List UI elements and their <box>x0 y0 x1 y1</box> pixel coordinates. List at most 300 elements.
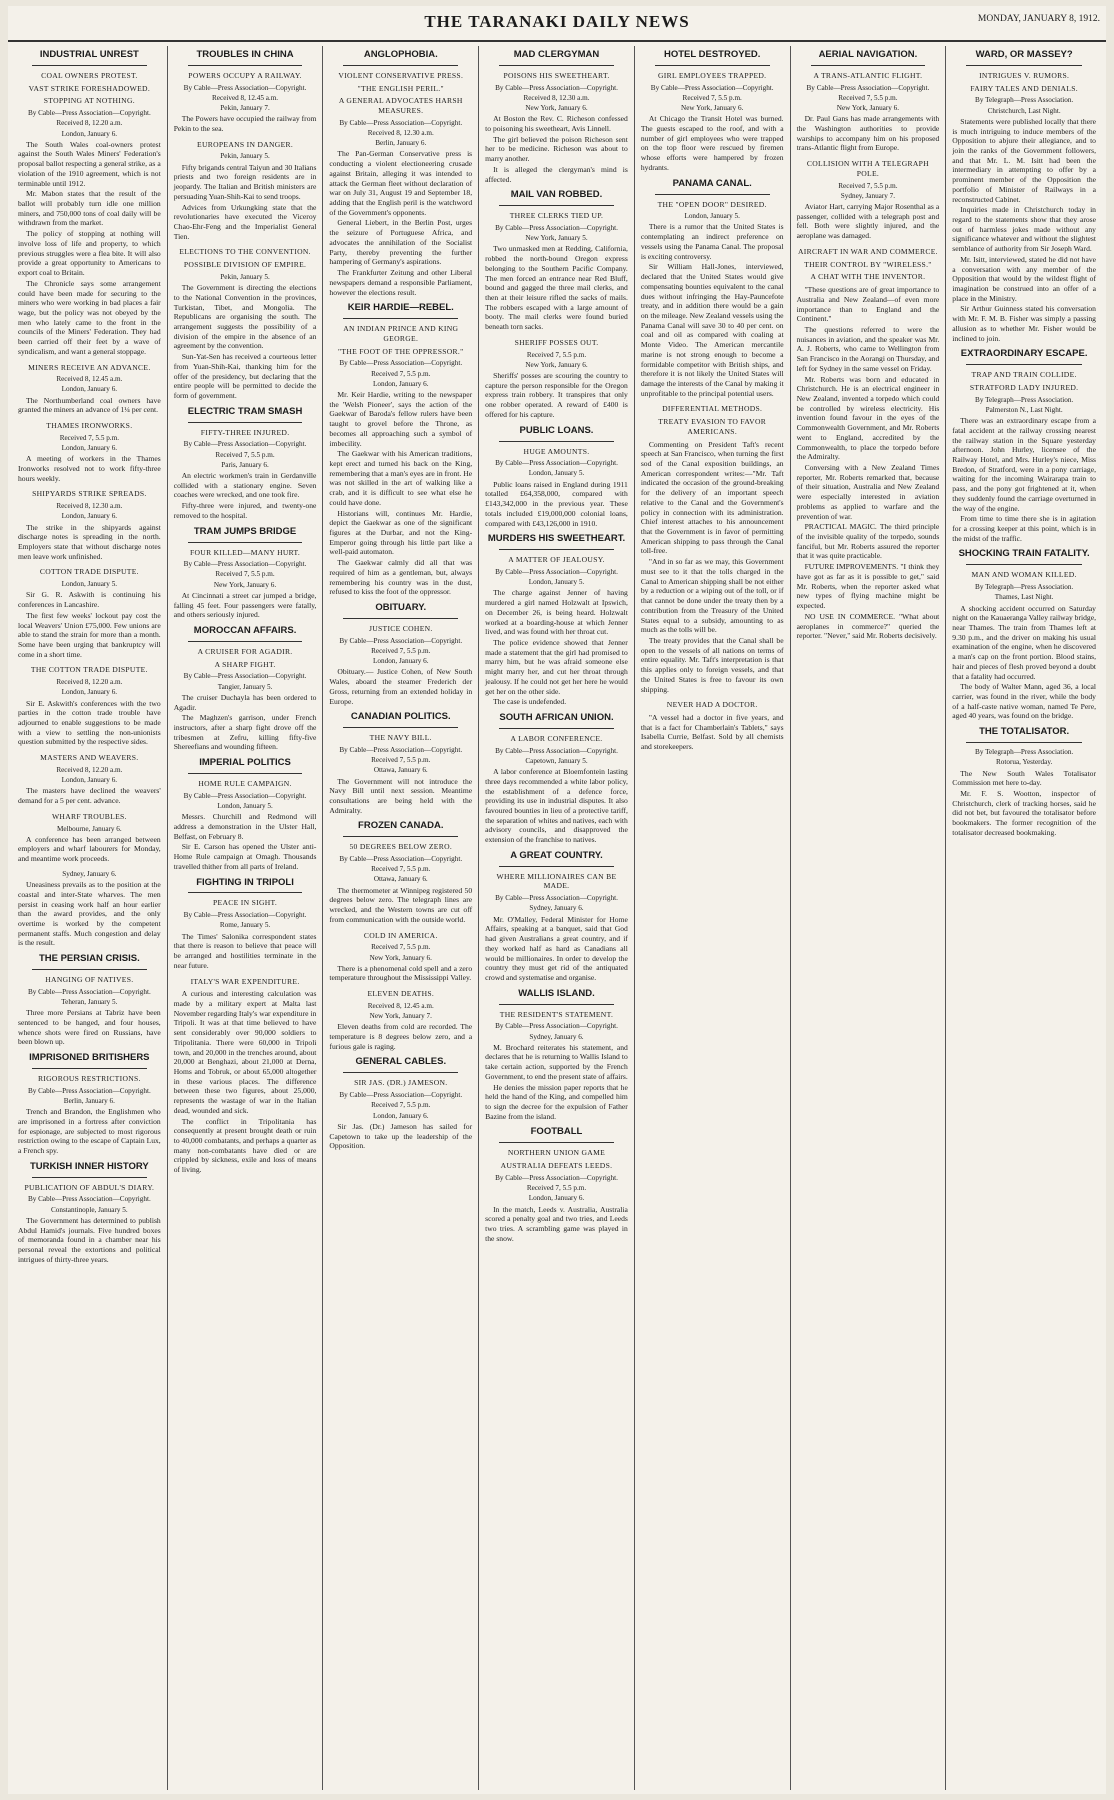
article-subheading: COLD IN AMERICA. <box>363 930 438 940</box>
article-paragraph: Fifty-three were injured, and twenty-one removed to the hospital. <box>173 501 317 520</box>
article-subheading: TREATY EVASION TO FAVOR AMERICANS. <box>658 417 767 436</box>
article-subheading: THE NAVY BILL. <box>369 733 432 743</box>
article-headline: TURKISH INNER HISTORY <box>29 1160 149 1172</box>
article-headline: AERIAL NAVIGATION. <box>818 49 918 60</box>
article-paragraph: NO USE IN COMMERCE. "What about aeroplanes in commerce?" queried the reporter. "Never," said Mr. Roberts decisively. <box>796 611 940 641</box>
article-headline: KEIR HARDIE—REBEL. <box>347 302 454 314</box>
article-headline: ELECTRIC TRAM SMASH <box>187 405 303 417</box>
article <box>174 878 317 971</box>
article-dateline: By Cable—Press Association—Copyright. <box>183 672 307 681</box>
article-paragraph: There is a rumor that the United States is contemplating an indirect preference on vessels using the Panama Canal. The proposal is exciting controversy. <box>640 222 784 261</box>
divider-rule <box>32 1068 147 1069</box>
article <box>174 626 317 752</box>
article-dateline: Received 8, 12.20 a.m. <box>56 765 123 774</box>
article-paragraph: Sir Arthur Guinness stated his conversation with Mr. F. M. B. Fisher was simply a passing allusion as to whether Mr. Fisher would be inclined to join. <box>952 304 1096 343</box>
article-subheading: A CHAT WITH THE INVENTOR. <box>810 272 926 282</box>
article-dateline: New York, January 6. <box>369 953 432 962</box>
article-paragraph: A shocking accident occurred on Saturday night on the Kauaeranga Valley railway bridge, near Thames. The train from Thames left at 9.30 p.m., and the driver on making his usual examination of the engine, when he discovered a man's cap on the front portion. Blood stains, hair and pieces of flesh proved beyond a doubt that a fatality had occurred. <box>952 603 1096 681</box>
article-dateline: Received 7, 5.5 p.m. <box>59 433 119 442</box>
article-dateline: London, January 5. <box>684 212 740 221</box>
article-dateline: London, January 6. <box>373 657 429 666</box>
article-paragraph: Obituary.— Justice Cohen, of New South Wales, aboard the steamer Frederich der Gross, returning from an extended holiday in Europe. <box>329 667 473 706</box>
article-paragraph: The charge against Jenner of having murdered a girl named Holzwalt at Ipswich, on December 26, is being heard. Holzwalt worked at a boarding-house at which Jenner lived, and was found with her throat cut. <box>485 588 628 637</box>
article-headline: THE PERSIAN CRISIS. <box>38 953 140 965</box>
article-subheading: A CRUISER FOR AGADIR. <box>197 646 293 656</box>
article <box>952 549 1096 721</box>
article-dateline: Received 8, 12.45 a.m. <box>56 375 123 384</box>
article <box>952 349 1096 543</box>
article-paragraph: There is a phenomenal cold spell and a zero temperature throughout the Mississippi Valley. <box>329 963 473 983</box>
article-paragraph: Uneasiness prevails as to the position at the coastal and inter-State wharves. The men persist in ceasing work half an hour earlier than the award provides, and the only overtime is worked by the competent permanent staffs. Much congestion and delay is the result. <box>18 880 161 948</box>
article-paragraph: Advices from Urkungking state that the revolutionaries have executed the Viceroy Chao-Ehr-Feng and the Imperialist General Tien. <box>173 202 317 241</box>
article-dateline: Pekin, January 5. <box>220 152 270 161</box>
article-paragraph: The Maghzen's garrison, under French instructors, after a sharp fight drove off the tribesmen at Zefru, killing fifty-five Shereefians and wounding fifteen. <box>173 713 317 752</box>
article-paragraph: Sir Jas. (Dr.) Jameson has sailed for Capetown to take up the leadership of the Opposition. <box>329 1121 473 1151</box>
article-subheading: COAL OWNERS PROTEST. <box>41 70 138 80</box>
article-paragraph: The South Wales coal-owners protest against the South Wales Miners' Federation's proposal ballot respecting a general strike, as a violation of the 1910 agreement, which is not terminable until 1912. <box>18 139 161 188</box>
article-headline: IMPERIAL POLITICS <box>199 757 291 769</box>
article-paragraph: Messrs. Churchill and Redmond will address a demonstration in the Ulster Hall, Belfast, on February 8. <box>173 812 317 841</box>
article-dateline: Received 7, 5.5 p.m. <box>838 93 898 102</box>
article-dateline: Received 7, 5.5 p.m. <box>526 350 587 359</box>
divider-rule <box>188 542 303 543</box>
article-subheading: FAIRY TALES AND DENIALS. <box>970 83 1078 93</box>
article-dateline: Constantinople, January 5. <box>51 1205 128 1214</box>
article-subheading: THREE CLERKS TIED UP. <box>509 211 604 221</box>
article-paragraph: Trench and Brandon, the Englishmen who are imprisoned in a fortress after conviction for espionage, are subjected to most rigorous restriction owing to the escape of Captain Lux, a French spy. <box>18 1107 161 1156</box>
article <box>174 140 317 242</box>
article-dateline: By Cable—Press Association—Copyright. <box>495 567 618 576</box>
article-subheading: FOUR KILLED—MANY HURT. <box>189 547 301 557</box>
article-headline: GENERAL CABLES. <box>355 1056 447 1068</box>
article-dateline: London, January 6. <box>373 379 429 388</box>
article-paragraph: The cruiser Duchayla has been ordered to Agadir. <box>173 692 317 712</box>
article-subheading: A LABOR CONFERENCE. <box>510 733 603 743</box>
article-subheading: EUROPEANS IN DANGER. <box>197 139 294 149</box>
article-paragraph: FUTURE IMPROVEMENTS. "I think they have got as far as it is possible to get," said Mr. Roberts, when the reporter asked what new types of flying machine might be expected. <box>796 562 940 611</box>
article-dateline: Received 7, 5.5 p.m. <box>682 93 742 102</box>
article-dateline: Received 7, 5.5 p.m. <box>526 1184 587 1193</box>
masthead <box>8 6 1106 42</box>
article-dateline: New York, January 5. <box>525 234 588 243</box>
article-subheading: HUGE AMOUNTS. <box>523 446 590 456</box>
article-dateline: Rome, January 5. <box>219 921 271 930</box>
article-dateline: New York, January 6. <box>681 104 744 113</box>
article-headline: PANAMA CANAL. <box>672 177 752 189</box>
article-paragraph: The Pan-German Conservative press is conducting a violent electioneering crusade against Britain, alleging it was intended to attack the German fleet without declaration of war on July 31, August 19 and September 18, adding that the English peril is the watchword of the Government's opponents. <box>329 149 473 217</box>
article-dateline: Sydney, January 6. <box>529 1032 584 1041</box>
article-subheading: THEIR CONTROL BY "WIRELESS." <box>804 259 932 269</box>
article-dateline: Rotorua, Yesterday. <box>996 758 1053 767</box>
article-headline: THE TOTALISATOR. <box>979 726 1070 738</box>
article-paragraph: The strike in the shipyards against discharge notes is spreading in the north. Employers state that without discharge notes men leave work unfinished. <box>18 522 161 561</box>
column-1 <box>12 46 168 1790</box>
article-dateline: Received 7, 5.5 p.m. <box>371 943 431 952</box>
article <box>641 179 784 399</box>
article-subheading: A MATTER OF JEALOUSY. <box>508 555 605 565</box>
divider-rule <box>499 205 614 206</box>
article <box>485 713 628 845</box>
article-dateline: London, January 5. <box>528 469 585 478</box>
article-dateline: London, January 6. <box>61 688 118 697</box>
article-dateline: By Cable—Press Association—Copyright. <box>650 83 774 92</box>
article-subheading: A TRANS-ATLANTIC FLIGHT. <box>813 70 923 80</box>
article-headline: EXTRAORDINARY ESCAPE. <box>960 348 1088 360</box>
article-dateline: Received 8, 12.45 a.m. <box>212 93 279 102</box>
article <box>641 700 784 752</box>
article-dateline: By Cable—Press Association—Copyright. <box>339 855 463 864</box>
article-paragraph: Mr. F. S. Wootton, inspector of Christchurch, clerk of tracking horses, said he did not bet, but favoured the totalisator before bookmakers. The former recognition of the totalisator decreased bookmaking. <box>952 788 1096 837</box>
article-dateline: Received 7, 5.5 p.m. <box>215 570 275 579</box>
article-headline: FROZEN CANADA. <box>358 820 444 832</box>
article-paragraph: The Frankfurter Zeitung and other Liberal newspapers demand a responsible Parliament, however the elections result. <box>329 268 473 297</box>
article-dateline: By Cable—Press Association—Copyright. <box>339 359 463 368</box>
article-headline: OBITUARY. <box>375 602 427 614</box>
issue-date: MONDAY, JANUARY 8, 1912. <box>977 14 1100 24</box>
article-subheading: STRATFORD LADY INJURED. <box>969 382 1079 392</box>
article-dateline: Received 7, 5.5 p.m. <box>371 865 431 874</box>
article-paragraph: "And in so far as we may, this Government must see to it that the tolls charged in the Canal to American shipping shall be not either by a reduction or a wiping out of the toll, or if that cannot be done under the treaty then by a contribution from the Treasury of the United States equal to a subsidy, amounting to as much as the tolls will be. <box>640 557 784 635</box>
article-headline: CANADIAN POLITICS. <box>350 711 451 723</box>
article-dateline: By Cable—Press Association—Copyright. <box>495 1173 618 1182</box>
article-dateline: London, January 6. <box>61 512 118 521</box>
article-paragraph: The masters have declined the weavers' demand for a 5 per cent. advance. <box>18 786 161 806</box>
article-paragraph: Mr. Isitt, interviewed, stated he did not have a conversation with any member of the Opposition that would by the wildest flight of imagination be construed into an offer of a place in the Ministry. <box>952 254 1096 303</box>
article-paragraph: The Powers have occupied the railway from Pekin to the sea. <box>173 114 317 134</box>
article-dateline: By Cable—Press Association—Copyright. <box>27 1086 151 1095</box>
article-dateline: By Telegraph—Press Association. <box>975 583 1074 592</box>
article <box>18 1162 161 1265</box>
article-dateline: By Cable—Press Association—Copyright. <box>495 223 618 232</box>
article-paragraph: Sir G. R. Askwith is continuing his conferences in Lancashire. <box>18 590 161 610</box>
article-dateline: By Cable—Press Association—Copyright. <box>183 83 307 92</box>
article-subheading: ELEVEN DEATHS. <box>367 989 435 999</box>
article <box>18 812 161 864</box>
article-dateline: New York, January 6. <box>525 104 588 113</box>
column-6 <box>791 46 947 1790</box>
article-subheading: HANGING OF NATIVES. <box>45 975 134 985</box>
article-paragraph: Aviator Hart, carrying Major Rosenthal as a passenger, collided with a telegraph post and fell. Both were slightly injured, and the aeroplane was damaged. <box>796 202 940 241</box>
article-subheading: STOPPING AT NOTHING. <box>43 96 135 106</box>
divider-rule <box>499 1142 614 1143</box>
article-subheading: COTTON TRADE DISPUTE. <box>39 567 139 577</box>
article-paragraph: The thermometer at Winnipeg registered 50 degrees below zero. The telegraph lines are wrecked, and the Western towns are cut off from communication with the outside world. <box>329 885 473 924</box>
article-paragraph: He denies the mission paper reports that he held the hand of the King, and compelled him to sign the decree for the expulsion of Father Bazine from the island. <box>485 1082 628 1121</box>
article-headline: MURDERS HIS SWEETHEART. <box>487 533 626 545</box>
article-headline: IMPRISONED BRITISHERS <box>29 1052 150 1064</box>
article-dateline: Received 8, 12.20 a.m. <box>56 678 123 687</box>
article-subheading: PEACE IN SIGHT. <box>213 898 278 908</box>
divider-rule <box>32 1177 147 1178</box>
article-dateline: Received 7, 5.5 p.m. <box>371 369 431 378</box>
article-dateline: By Telegraph—Press Association. <box>975 748 1074 757</box>
article-paragraph: At Chicago the Transit Hotel was burned. The guests escaped to the roof, and with a number of girl employees who were trapped on the top floor were rescued by firemen whose efforts were hampered by frozen hydrants. <box>640 114 784 172</box>
article-dateline: Received 8, 12.30 a.m. <box>367 129 434 138</box>
article <box>18 421 161 483</box>
article-subheading: POWERS OCCUPY A RAILWAY. <box>188 70 302 80</box>
article-paragraph: The Government is directing the elections to the National Convention in the provinces, Turkistan, Tibet, and Mongolia. The Republicans are organising the south. The arrangement suggests the possibility of a division of the empire in the absence of an agreement by the convention. <box>173 283 317 351</box>
article <box>18 665 161 747</box>
article-paragraph: A curious and interesting calculation was made by a military expert at Malta last November regarding Italy's war expenditure in Tripoli. It was at that time believed to have sent considerably over 90,000 soldiers to Tripolitania. There were 60,000 in Tripoli town, and 20,000 in the trenches around, about 20,000 at Benghazi, about 21,000 at Derna, Homs and Tobruk, or about 65,000 altogether in these various places. The difference between these two figures, about 25,000, represents the wastage of war in the Italian dead, wounded and sick. <box>173 989 317 1115</box>
article <box>18 50 161 357</box>
article <box>641 50 784 173</box>
article-dateline: Received 7, 5.5 p.m. <box>371 1101 431 1110</box>
article-dateline: By Cable—Press Association—Copyright. <box>495 894 618 903</box>
article-subheading: HOME RULE CAMPAIGN. <box>198 779 292 789</box>
article <box>329 1057 472 1150</box>
article-dateline: Sydney, January 6. <box>62 869 117 878</box>
newspaper-title: THE TARANAKI DAILY NEWS <box>424 12 690 31</box>
article-headline: TRAM JUMPS BRIDGE <box>193 525 297 537</box>
article-subheading: JUSTICE COHEN. <box>368 623 433 633</box>
article-subheading: NORTHERN UNION GAME <box>507 1148 606 1158</box>
article-dateline: By Cable—Press Association—Copyright. <box>183 911 307 920</box>
article-dateline: By Cable—Press Association—Copyright. <box>183 440 307 449</box>
newspaper-page <box>8 6 1106 1794</box>
article-dateline: By Cable—Press Association—Copyright. <box>27 109 151 118</box>
article <box>485 426 628 529</box>
article-paragraph: Sir E. Askwith's conferences with the two parties in the cotton trade trouble have adjourned to enable suggestions to be made with a view to settling the non-unionists question submitted by the respective sides. <box>18 698 161 747</box>
divider-rule <box>499 441 614 442</box>
article-dateline: By Cable—Press Association—Copyright. <box>495 459 618 468</box>
article-subheading: FIFTY-THREE INJURED. <box>200 427 290 437</box>
article-paragraph: From time to time there she is in agitation for a crossing keeper at this point, which is in the midst of the traffic. <box>952 514 1096 543</box>
article-headline: MOROCCAN AFFAIRS. <box>193 625 297 637</box>
article <box>174 50 317 134</box>
article-paragraph: It is alleged the clergyman's mind is affected. <box>485 164 628 184</box>
article-dateline: By Cable—Press Association—Copyright. <box>495 83 618 92</box>
article-paragraph: Mr. Mabon states that the result of the ballot will probably turn idle one million miners, and 750,000 tons of coal daily will be withdrawn from the market. <box>18 189 161 228</box>
divider-rule <box>499 728 614 729</box>
article-paragraph: The body of Walter Mann, aged 36, a local carrier, was found in the river, while the body of a half-caste native woman, named Te Pere, aged 40 years, was found on the bridge. <box>952 682 1096 721</box>
article-subheading: DIFFERENTIAL METHODS. <box>662 404 763 414</box>
article-dateline: Tangier, January 5. <box>217 682 273 691</box>
article-paragraph: Two unmasked men at Redding, California, robbed the north-bound Oregon express belonging to the Southern Pacific Company. The men forced an entrance near Red Bluff, bound and gagged the three mail clerks, and then at their leisure rifled the sacks of mails. The robbers escaped with a large amount of booty. The mail clerks were found buried beneath torn sacks. <box>485 244 628 332</box>
article-headline: WARD, OR MASSEY? <box>975 49 1073 60</box>
divider-rule <box>32 969 147 970</box>
article-subheading: INTRIGUES V. RUMORS. <box>979 70 1070 80</box>
article-subheading: VIOLENT CONSERVATIVE PRESS. <box>338 70 464 80</box>
article <box>797 159 940 241</box>
article-headline: SHOCKING TRAIN FATALITY. <box>958 548 1090 560</box>
divider-rule <box>188 65 303 66</box>
article <box>174 527 317 620</box>
article-paragraph: The Northumberland coal owners have granted the miners an advance of 1¼ per cent. <box>18 395 161 415</box>
divider-rule <box>499 1004 614 1005</box>
article-paragraph: Commenting on President Taft's recent speech at San Francisco, when turning the first sod of the Canal exposition buildings, an American correspondent writes:—"Mr. Taft indicated the occasion of the ground-breaking for the delivery of an important speech relative to the Canal and the Government's policy in connection with its administration. Chief interest attaches to his announcement that the Government is in favor of permitting American shipping to pass through the Canal toll-free. <box>640 439 784 556</box>
article-paragraph: Conversing with a New Zealand Times reporter, Mr. Roberts remarked that, because of their situation, Australia and New Zealand were especially interested in aviation problems as applied to warfare and the prevention of war. <box>796 463 940 521</box>
divider-rule <box>188 892 303 893</box>
divider-rule <box>343 618 458 619</box>
article <box>18 954 161 1047</box>
divider-rule <box>343 65 458 66</box>
article <box>485 50 628 184</box>
article <box>329 712 472 815</box>
article-headline: MAIL VAN ROBBED. <box>510 189 603 201</box>
article <box>329 603 472 706</box>
article-subheading: TRAP AND TRAIN COLLIDE. <box>971 370 1077 380</box>
article-paragraph: Mr. Roberts was born and educated in Christchurch. He is an electrical engineer in New Zealand, invented a torpedo which could be controlled by wireless electricity. His invention found favour in the eyes of the Commonwealth Government, and Mr. Roberts went to England, accredited by the Commonwealth, to place the torpedo before the Admiralty. <box>796 374 940 462</box>
article-paragraph: Fifty brigands central Taiyun and 30 Italians priests and two foreign residents are in jeopardy. The Italian and British ministers are persuading Yuan-Shih-Kai to send troops. <box>173 162 317 201</box>
article-paragraph: There was an extraordinary escape from a fatal accident at the railway crossing nearest the railway station in the Square yesterday afternoon. John Hurley, licensee of the Railway Hotel, and Mrs. Hurley's niece, Miss Bredon, of Stratford, were in a pony carriage, waiting for the incoming Wairarapa train to pass, and the pony got frightened at it, when they suddenly found the carriage overturned in the way of the engine. <box>952 416 1096 513</box>
article-headline: WALLIS ISLAND. <box>518 987 595 999</box>
article-dateline: Received 7, 5.5 p.m. <box>371 756 431 765</box>
article-paragraph: A labor conference at Bloemfontein lasting three days recommended a white labor policy, the establishment of a defence force, providing its use in industrial disputes. It also favoured bounties in lieu of a protective tariff, the separation of whites and natives, each with advisory councils, and disapproved the extension of the franchise to natives. <box>485 767 628 845</box>
article-paragraph: The New South Wales Totalisator Commission met here to-day. <box>952 768 1096 788</box>
article-headline: HOTEL DESTROYED. <box>663 49 761 60</box>
article-dateline: By Cable—Press Association—Copyright. <box>495 1022 618 1031</box>
column-5 <box>635 46 791 1790</box>
article-paragraph: M. Brochard reiterates his statement, and declares that he is returning to Wallis Island to take certain action, supported by the French Government, to end the present state of affairs. <box>485 1042 628 1081</box>
article-dateline: Received 7, 5.5 p.m. <box>838 181 898 190</box>
article <box>18 567 161 659</box>
divider-rule <box>966 564 1082 565</box>
article-headline: FOOTBALL <box>530 1126 583 1138</box>
article-subheading: POISONS HIS SWEETHEART. <box>503 70 610 80</box>
article-paragraph: Dr. Paul Gans has made arrangements with the Washington authorities to provide warships to accompany him on his proposed trans-Atlantic flight from Europe. <box>796 114 940 153</box>
article-paragraph: Sun-Yat-Sen has received a courteous letter from Yuan-Shih-Kai, thanking him for the offer of the presidency, but declaring that the entire people will be permitted to decide the form of government. <box>173 352 317 400</box>
article-subheading: NEVER HAD A DOCTOR. <box>666 700 758 710</box>
article-paragraph: The Government has determined to publish Abdul Hamid's journals. Five hundred boxes of memoranda found in a chamber near his personal reveal the extortions and political intrigues of thirty-three years. <box>18 1215 161 1264</box>
article-subheading: SHERIFF POSSES OUT. <box>514 337 599 347</box>
article-paragraph: Statements were published locally that there is much intriguing to induce members of the Opposition to abjure their allegiance, and to join the ranks of the Government followers, and that Mr. L. M. Isitt had been the intermediary in attempting to offer by a prominent member of the Opposition the portfolio of Minister of Railways in a reconstructed Cabinet. <box>952 116 1096 204</box>
article <box>485 338 628 420</box>
article-dateline: Paris, January 6. <box>221 460 269 469</box>
article-headline: PUBLIC LOANS. <box>519 424 594 436</box>
article <box>952 50 1096 343</box>
article-dateline: Sydney, January 6. <box>529 904 584 913</box>
article-subheading: AIRCRAFT IN WAR AND COMMERCE. <box>797 246 938 256</box>
article <box>329 821 472 924</box>
article <box>329 931 472 984</box>
article <box>485 190 628 332</box>
article-paragraph: The Government will not introduce the Navy Bill until next session. Meantime consultations are being held with the Admiralty. <box>329 776 473 815</box>
article-dateline: London, January 6. <box>373 1111 429 1120</box>
article-dateline: London, January 6. <box>528 1194 585 1203</box>
article-dateline: Ottawa, January 6. <box>373 875 428 884</box>
article-paragraph: The conflict in Tripolitania has consequently at present brought death or ruin to 40,000 combatants, and perhaps a quarter as many non-combatants have died or are crippled by sickness, exile and loss of means of living. <box>173 1116 317 1175</box>
divider-rule <box>655 194 770 195</box>
article-subheading: ITALY'S WAR EXPENDITURE. <box>190 976 300 986</box>
divider-rule <box>499 866 614 867</box>
article-dateline: By Cable—Press Association—Copyright. <box>339 1091 463 1100</box>
article-paragraph: Mr. O'Malley, Federal Minister for Home Affairs, speaking at a banquet, said that God had given Australians a great country, and if they worked half as hard as Canadians all would be millionaires. In order to develop the country they must get rid of the antiquated crowd and systematise and organise. <box>485 914 628 982</box>
article <box>18 1053 161 1156</box>
columns <box>12 46 1102 1790</box>
article-dateline: Capetown, January 5. <box>525 756 588 765</box>
article-dateline: By Telegraph—Press Association. <box>975 395 1074 404</box>
column-2 <box>168 46 324 1790</box>
article-dateline: Berlin, January 6. <box>63 1096 115 1105</box>
article-dateline: London, January 6. <box>61 129 118 138</box>
article-dateline: Received 7, 5.5 p.m. <box>371 646 431 655</box>
article-dateline: New York, January 7. <box>369 1012 432 1021</box>
article <box>485 1127 628 1243</box>
article-headline: A GREAT COUNTRY. <box>510 849 603 861</box>
article-headline: ANGLOPHOBIA. <box>363 49 438 60</box>
divider-rule <box>343 727 458 728</box>
article-dateline: By Cable—Press Association—Copyright. <box>27 987 151 996</box>
article-dateline: By Cable—Press Association—Copyright. <box>183 791 307 800</box>
article-paragraph: Sir E. Carson has opened the Ulster anti-Home Rule campaign at Omagh. Thousands travelled thither from all parts of Ireland. <box>173 842 317 871</box>
article-paragraph: The police evidence showed that Jenner made a statement that the girl had promised to marry him, but he was afraid someone else might marry her, and cut her throat through jealousy. If he could not get her here he would get her on the other side. <box>485 637 628 696</box>
column-4 <box>479 46 635 1790</box>
article <box>329 989 472 1051</box>
article <box>18 753 161 806</box>
article-dateline: Christchurch, Last Night. <box>987 106 1061 115</box>
article-dateline: Received 7, 5.5 p.m. <box>215 450 275 459</box>
article-dateline: Ottawa, January 6. <box>373 766 428 775</box>
article-subheading: SHIPYARDS STRIKE SPREADS. <box>32 489 147 499</box>
article-dateline: By Cable—Press Association—Copyright. <box>339 745 463 754</box>
article-headline: FIGHTING IN TRIPOLI <box>196 876 294 888</box>
article <box>952 727 1096 837</box>
article-paragraph: At Boston the Rev. C. Richeson confessed to poisoning his sweetheart, Avis Linnell. <box>485 114 628 134</box>
article-dateline: Palmerston N., Last Night. <box>985 405 1063 414</box>
article-paragraph: Public loans raised in England during 1911 totalled £64,358,000, compared with £143,342,000 in the previous year. These totals included £19,000,000 colonial loans, compared with £43,126,000 in 1910. <box>485 479 628 528</box>
divider-rule <box>655 65 770 66</box>
article-dateline: London, January 5. <box>217 802 273 811</box>
article-paragraph: The first few weeks' lockout pay cost the local Weavers' Union £75,000. Few unions are able to stand the strain for more than a month. Some have been urging that bankruptcy will come in a short time. <box>18 610 161 659</box>
article <box>174 758 317 871</box>
article-paragraph: Inquiries made in Christchurch today in regard to the statements show that they arose out of harmless jokes made without any significance whatever and without the slightest semblance of authority from Sir Joseph Ward. <box>952 205 1096 254</box>
article-dateline: Pekin, January 7. <box>220 104 270 113</box>
article-paragraph: At Cincinnati a street car jumped a bridge, falling 45 feet. Four passengers were fatally, and others seriously injured. <box>173 590 317 620</box>
article-paragraph: The Gaekwar calmly did all that was required of him as a gentleman, but, always remembering his country was in the dust, refused to kiss the foot of the oppressor. <box>329 558 473 597</box>
article-subheading: GIRL EMPLOYEES TRAPPED. <box>658 70 767 80</box>
article-headline: TROUBLES IN CHINA <box>196 49 294 60</box>
article <box>18 870 161 948</box>
article <box>485 989 628 1122</box>
article-headline: MAD CLERGYMAN <box>513 49 600 60</box>
article <box>329 50 472 297</box>
article-subheading: PUBLICATION OF ABDUL'S DIARY. <box>24 1182 155 1192</box>
divider-rule <box>966 65 1082 66</box>
article <box>329 303 472 597</box>
article-subheading: "THE ENGLISH PERIL." <box>357 83 444 93</box>
article-paragraph: The treaty provides that the Canal shall be open to the vessels of all nations on terms of entire equality. Mr. Taft's interpretation is that this applies only to foreign vessels, and that the United States is free to favour its own shipping. <box>640 635 784 694</box>
divider-rule <box>811 65 926 66</box>
article-dateline: Thames, Last Night. <box>994 593 1054 602</box>
divider-rule <box>966 742 1082 743</box>
article-paragraph: The questions referred to were the nuisances in aviation, and the speaker was Mr. A. J. Roberts, who came to Wellington from San Francisco in the Aorangi on Thursday, and left for Sydney in the same vessel on Friday. <box>796 324 940 373</box>
article-dateline: London, January 5. <box>528 578 585 587</box>
article-paragraph: The Chronicle says some arrangement could have been made for securing to the miners who were working in bad places a fair wage, but the policy was not obeyed by the men who lately came to the front in the councils of the Miners' Federation. They had been carried off their feet by a wave of syndicalism, and want a general stoppage. <box>18 278 161 356</box>
article-subheading: POSSIBLE DIVISION OF EMPIRE. <box>183 260 307 270</box>
article-dateline: By Cable—Press Association—Copyright. <box>339 118 463 127</box>
article-subheading: SIR JAS. (DR.) JAMESON. <box>354 1078 448 1088</box>
divider-rule <box>188 773 303 774</box>
column-3 <box>323 46 479 1790</box>
article-dateline: London, January 6. <box>61 776 118 785</box>
article-subheading: VAST STRIKE FORESHADOWED. <box>28 83 151 93</box>
divider-rule <box>499 549 614 550</box>
article-subheading: AN INDIAN PRINCE AND KING GEORGE. <box>343 324 459 343</box>
divider-rule <box>188 641 303 642</box>
divider-rule <box>343 1072 458 1073</box>
article <box>174 247 317 400</box>
article-subheading: THE COTTON TRADE DISPUTE. <box>30 665 148 675</box>
article-paragraph: "These questions are of great importance to Australia and New Zealand—of even more importance than to England and the Continent." <box>796 285 940 324</box>
article-subheading: THE RESIDENT'S STATEMENT. <box>499 1009 614 1019</box>
column-7 <box>946 46 1102 1790</box>
article-subheading: RIGOROUS RESTRICTIONS. <box>37 1074 141 1084</box>
article-subheading: WHERE MILLIONAIRES CAN BE MADE. <box>496 871 617 891</box>
article <box>797 247 940 641</box>
article-paragraph: PRACTICAL MAGIC. The third principle of the invisible quality of the torpedo, sounds fanciful, but Mr. Roberts assured the reporter that it was quite practicable. <box>796 522 940 561</box>
article-paragraph: Sheriffs' posses are scouring the country to capture the person responsible for the Oregon express train robbery. It transpires that only one robber operated. A reward of £400 is offered for his capture. <box>485 371 628 419</box>
article-paragraph: The policy of stopping at nothing will involve loss of life and property, to which previous struggles were a flea bite. It will also provide a great opportunity to Americans to export coal to Britain. <box>18 229 161 278</box>
